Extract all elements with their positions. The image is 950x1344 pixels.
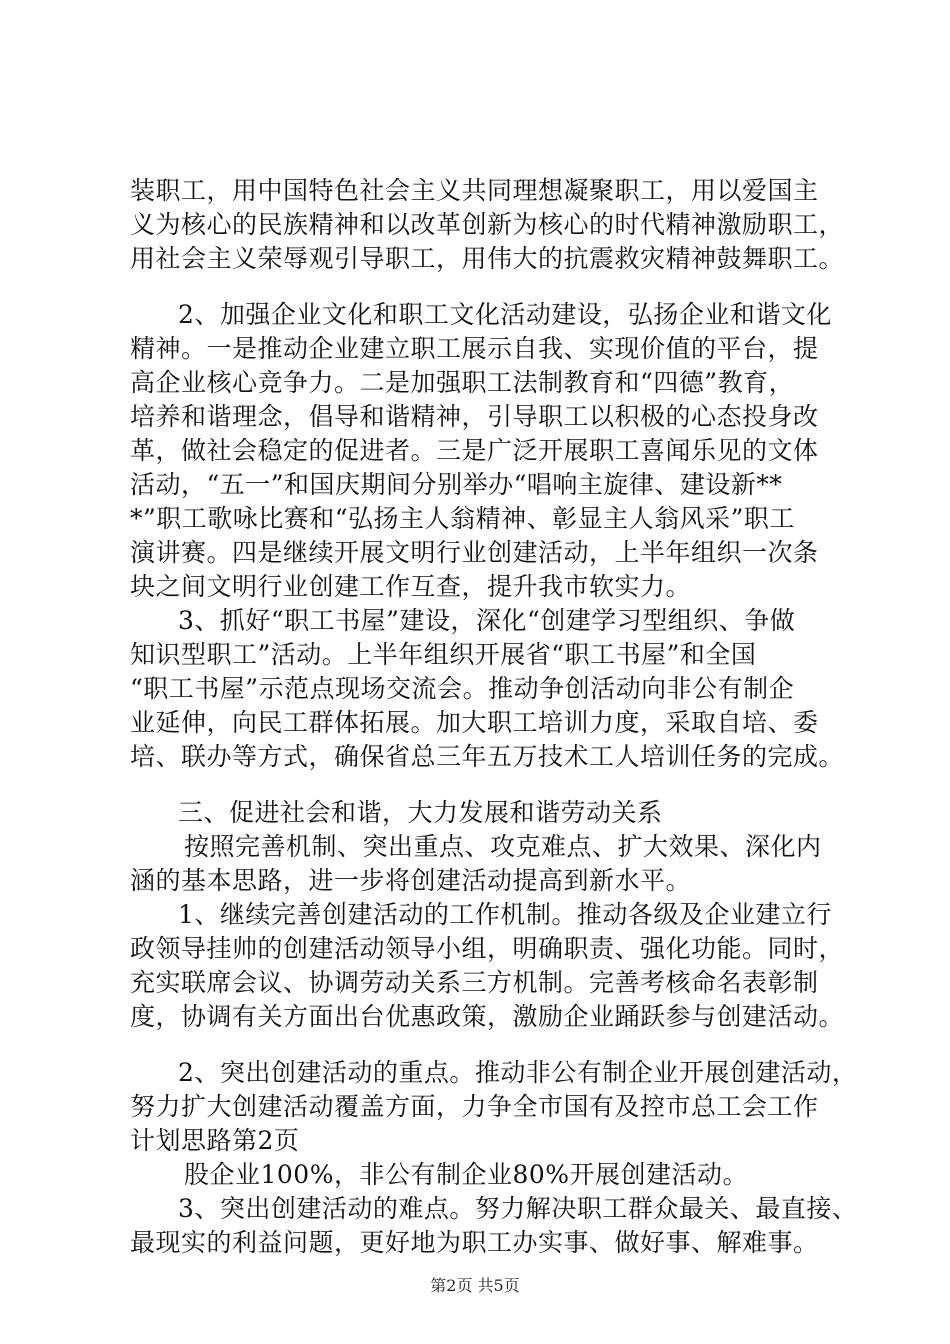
text-line: 活动，“五一”和国庆期间分别举办“唱响主旋律、建设新**: [130, 470, 783, 499]
text-line: 股企业100%，非公有制企业80%开展创建活动。: [184, 1160, 749, 1189]
text-line: “职工书屋”示范点现场交流会。推动争创活动向非公有制企: [130, 674, 795, 703]
text-line: 装职工，用中国特色社会主义共同理想凝聚职工，用以爱国主: [130, 176, 819, 205]
text-line: 精神。一是推动企业建立职工展示自我、实现价值的平台，提: [130, 334, 819, 363]
text-line: 用社会主义荣辱观引导职工，用伟大的抗震救灾精神鼓舞职工。: [130, 244, 845, 273]
text-line: 政领导挂帅的创建活动领导小组，明确职责、强化功能。同时，: [130, 934, 845, 963]
text-line: 块之间文明行业创建工作互查，提升我市软实力。: [130, 572, 692, 601]
text-line: 演讲赛。四是继续开展文明行业创建活动，上半年组织一次条: [130, 538, 819, 567]
text-line: 高企业核心竞争力。二是加强职工法制教育和“四德”教育，: [130, 368, 795, 397]
text-line: 度，协调有关方面出台优惠政策，激励企业踊跃参与创建活动。: [130, 1002, 845, 1031]
text-line: 充实联席会议、协调劳动关系三方机制。完善考核命名表彰制: [130, 968, 819, 997]
text-line: 2、突出创建活动的重点。推动非公有制企业开展创建活动，: [178, 1058, 858, 1087]
text-line: 义为核心的民族精神和以改革创新为核心的时代精神激励职工，: [130, 210, 845, 239]
text-line: 3、突出创建活动的难点。努力解决职工群众最关、最直接、: [178, 1194, 858, 1223]
page-footer: 第2页 共5页: [430, 1276, 520, 1295]
text-line: 最现实的利益问题，更好地为职工办实事、做好事、解难事。: [130, 1228, 819, 1257]
section-heading: 三、促进社会和谐，大力发展和谐劳动关系: [178, 798, 663, 827]
text-line: 计划思路第2页: [130, 1126, 300, 1155]
text-line: 努力扩大创建活动覆盖方面，力争全市国有及控市总工会工作: [130, 1092, 819, 1121]
text-line: 3、抓好“职工书屋”建设，深化“创建学习型组织、争做: [178, 606, 796, 635]
text-line: 培养和谐理念，倡导和谐精神，引导职工以积极的心态投身改: [130, 402, 819, 431]
text-line: 革，做社会稳定的促进者。三是广泛开展职工喜闻乐见的文体: [130, 436, 819, 465]
text-line: 业延伸，向民工群体拓展。加大职工培训力度，采取自培、委: [130, 708, 819, 737]
text-line: 知识型职工”活动。上半年组织开展省“职工书屋”和全国: [130, 640, 757, 669]
text-line: 2、加强企业文化和职工文化活动建设，弘扬企业和谐文化: [178, 300, 832, 329]
text-line: *”职工歌咏比赛和“弘扬主人翁精神、彰显主人翁风采”职工: [130, 504, 795, 533]
text-line: 1、继续完善创建活动的工作机制。推动各级及企业建立行: [178, 900, 832, 929]
text-line: 按照完善机制、突出重点、攻克难点、扩大效果、深化内: [184, 832, 822, 861]
text-line: 培、联办等方式，确保省总三年五万技术工人培训任务的完成。: [130, 742, 845, 771]
text-line: 涵的基本思路，进一步将创建活动提高到新水平。: [130, 866, 692, 895]
